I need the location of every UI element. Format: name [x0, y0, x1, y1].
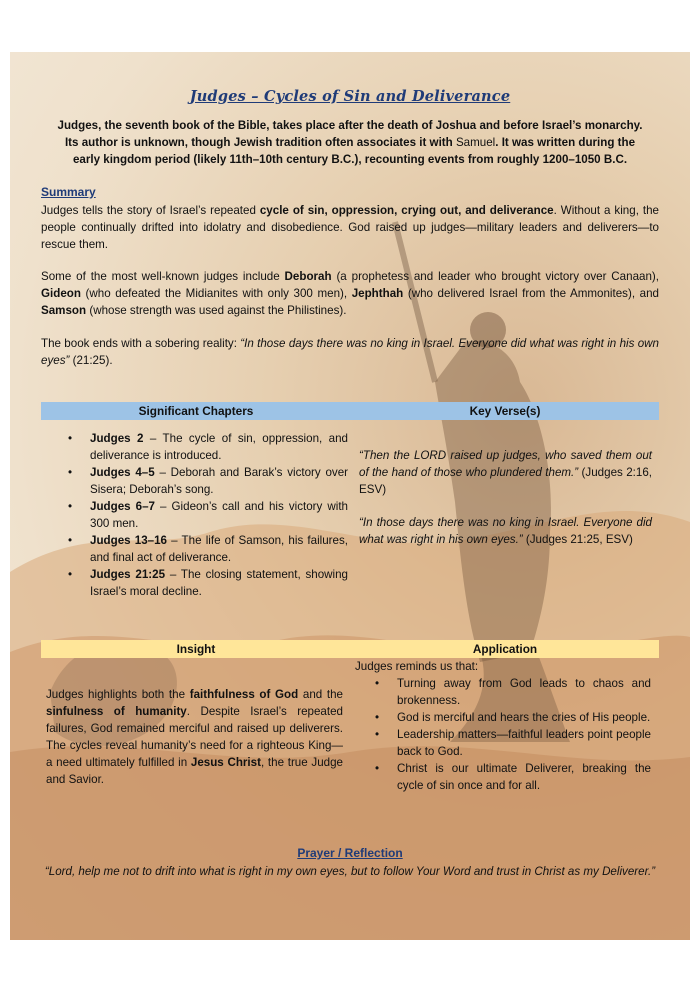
bullet-icon: • [375, 728, 380, 741]
column-header-insight: Insight [176, 642, 216, 656]
text: , the true Judge and Savior. [46, 756, 343, 786]
insight-paragraph [46, 686, 343, 788]
text: (a prophetess and leader who brought victory over Canaan), [331, 270, 659, 283]
chapter-text: – Deborah and Barak’s victory over Sisera; Deborah’s song. [90, 466, 349, 496]
text: (21:25). [69, 354, 113, 367]
summary-paragraph-3 [41, 335, 659, 369]
column-header-key-verses: Key Verse(s) [469, 404, 541, 418]
application-text: Christ is our ultimate Deliverer, breaking the cycle of sin once and for all. [397, 762, 651, 792]
application-intro: Judges reminds us that: [355, 660, 479, 673]
list-item [64, 464, 348, 498]
text: . Without a king, the people continually drifted into idolatry and disobedience. God raised up judges—military leaders and deliverers—to rescue them. [41, 204, 659, 251]
text: Some of the most well-known judges include [41, 270, 285, 283]
insight-table-header [41, 640, 659, 658]
chapter-ref: Judges 4–5 [90, 466, 155, 479]
intro-line-3: early kingdom period (likely 11th–10th century B.C.), recounting events from roughly 1200–1050 B.C. [72, 153, 628, 166]
list-item [371, 726, 651, 760]
chapter-ref: Judges 2 [90, 432, 144, 445]
column-header-application: Application [472, 642, 538, 656]
bullet-icon: • [68, 432, 73, 445]
text: Judges tells the story of Israel’s repeated [41, 204, 260, 217]
text: (who defeated the Midianites with only 300 men), [80, 287, 352, 300]
bullet-icon: • [375, 711, 380, 724]
bullet-icon: • [68, 466, 73, 479]
intro-line-2 [40, 134, 660, 151]
bullet-icon: • [68, 500, 73, 513]
summary-paragraph-2 [41, 268, 659, 319]
judge-deborah: Deborah [284, 270, 332, 283]
chapter-ref: Judges 21:25 [90, 568, 166, 581]
sinfulness-phrase: sinfulness of humanity [46, 705, 187, 718]
intro-samuel: Samuel [455, 136, 496, 149]
verse-ref: (Judges 21:25, ESV) [522, 533, 633, 546]
chapter-text: – Gideon’s call and his victory with 300 men. [90, 500, 348, 530]
chapter-ref: Judges 13–16 [90, 534, 167, 547]
chapter-text: – The cycle of sin, oppression, and deliverance is introduced. [90, 432, 349, 462]
key-verse-1 [359, 447, 652, 498]
faithfulness-phrase: faithfulness of God [189, 688, 299, 701]
application-text: Turning away from God leads to chaos and brokenness. [397, 677, 651, 707]
list-item [371, 760, 651, 794]
jesus-christ: Jesus Christ [190, 756, 261, 769]
page-title: Judges – Cycles of Sin and Deliverance [189, 88, 511, 105]
bullet-icon: • [68, 534, 73, 547]
verse-ref: (Judges 2:16, ESV) [359, 466, 652, 496]
judge-samson: Samson [41, 304, 87, 317]
bullet-icon: • [375, 677, 380, 690]
chapter-ref: Judges 6–7 [90, 500, 155, 513]
chapters-list [64, 430, 348, 600]
list-item [371, 709, 651, 726]
closing-quote: “In those days there was no king in Israel. Everyone did what was right in his own eyes” [41, 337, 659, 367]
judge-jephthah: Jephthah [351, 287, 404, 300]
prayer-heading: Prayer / Reflection [297, 846, 403, 860]
bullet-icon: • [375, 762, 380, 775]
text: The book ends with a sobering reality: [41, 337, 241, 350]
list-item [64, 532, 348, 566]
list-item [64, 498, 348, 532]
intro-paragraph [40, 117, 660, 168]
list-item [64, 430, 348, 464]
summary-heading: Summary [41, 185, 96, 199]
chapter-text: – The closing statement, showing Israel’s moral decline. [90, 568, 349, 598]
intro-text: . It was written during the [495, 136, 636, 149]
list-item [64, 566, 348, 600]
bullet-icon: • [68, 568, 73, 581]
judge-gideon: Gideon [41, 287, 81, 300]
text: and the [298, 688, 344, 701]
text: Judges highlights both the [46, 688, 190, 701]
chapter-text: – The life of Samson, his failures, and final act of deliverance. [90, 534, 348, 564]
text: (who delivered Israel from the Ammonites), and [403, 287, 659, 300]
prayer-text: “Lord, help me not to drift into what is right in my own eyes, but to follow Your Word and trust in Christ as my Deliverer.” [44, 865, 656, 878]
cycle-phrase: cycle of sin, oppression, crying out, and deliverance [259, 204, 554, 217]
application-text: Leadership matters—faithful leaders point people back to God. [397, 728, 651, 758]
chapters-table-header [41, 402, 659, 420]
summary-paragraph-1 [41, 202, 659, 253]
intro-line-1: Judges, the seventh book of the Bible, takes place after the death of Joshua and before Israel’s monarchy. [57, 119, 643, 132]
verse-quote: “In those days there was no king in Israel. Everyone did what was right in his own eyes.” [359, 516, 652, 546]
list-item [371, 675, 651, 709]
text: . Despite Israel’s repeated failures, God remained merciful and raised up deliverers. The cycles reveal humanity’s need for a righteous King—a need ultimately fulfilled in [46, 705, 343, 769]
key-verse-2 [359, 514, 652, 548]
intro-text: Its author is unknown, though Jewish tradition often associates it with [64, 136, 456, 149]
column-header-chapters: Significant Chapters [138, 404, 254, 418]
application-text: God is merciful and hears the cries of His people. [397, 711, 651, 724]
application-list [371, 675, 651, 794]
text: (whose strength was used against the Philistines). [86, 304, 347, 317]
verse-quote: “Then the LORD raised up judges, who saved them out of the hand of those who plundered them.” [359, 449, 652, 479]
page [10, 52, 690, 940]
